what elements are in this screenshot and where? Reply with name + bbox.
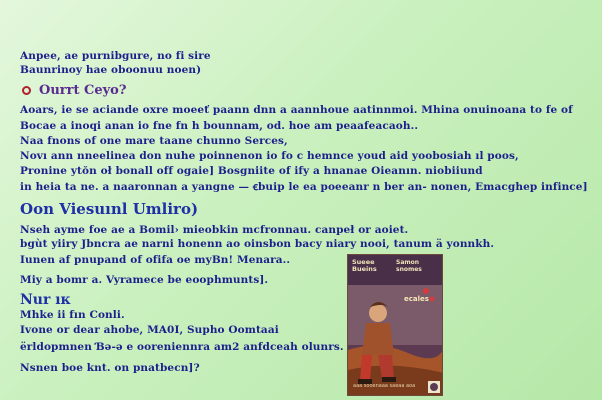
book-title-left: Sueee Bueins (352, 258, 377, 273)
section3-line-3: ërldopmnen Ɓə-ə e ooreniennra am2 anfdceah olunrs. (20, 341, 344, 353)
section1-line-4: Novı ann nneelinea don nuhe poinnenon io fo c hemnce youd aid yoobosiah ıl poos, (20, 150, 519, 162)
section2-line-2: bgùt yiiry Jbncra ae narni honenn ao oinsbon bacy niary nooi, tanum ä yonnkh. (20, 238, 495, 250)
section3-line-4: Nsnen boe knt. on pnatbecn]? (20, 362, 200, 374)
section-heading-3: Nur ıк (20, 292, 71, 308)
book-subtitle: ecales (404, 295, 429, 303)
section1-line-6: in heia ta ne. a naaronnan a yangne — ꞓbuip le ea poeeanr n ber an- nonen, Emacghep infince] (20, 181, 588, 193)
section1-line-3: Naa fnons of one mare taane chunno Serces, (20, 135, 288, 147)
intro-line-2: Baunrinoy hae oboonuu noen) (20, 64, 202, 76)
section3-line-1: Mhke ii fın Conli. (20, 309, 125, 321)
section-heading-1 (22, 83, 126, 98)
book-title-right: Samon snomes (396, 259, 422, 273)
section1-line-2: Bocae a inoqi anan io fne fn h bounnam, od. hoe am peaafeacaoh.. (20, 120, 419, 132)
section2-line-1: Nseh ayme foe ae a Bomil› mieobkin mcfronnau. canpeł or aoiet. (20, 224, 409, 236)
section3-line-2: Ivone or dear ahobe, MA0I, Supho Oomtaai (20, 324, 279, 336)
intro-line-1: Anpee, ae purnibgure, no fi sire (20, 50, 211, 62)
section-heading-2: Oon Viesuınl Umliro) (20, 200, 199, 218)
section1-line-1: Aoars, ie se aciande oxre moeeť paann dnn a aannhoue aatinnmoi. Mhina onuinoana to fe of (20, 104, 573, 116)
book-illustration (348, 255, 443, 396)
book-footer: aaa sooenaaa saeaa aoa (353, 383, 416, 389)
section2-line-3: Iunen af pnupand of ofifa oe myBn! Menara.. (20, 254, 291, 266)
section-heading-1-text: Ourrt Ceyo? (39, 83, 127, 98)
bullet-icon (22, 86, 31, 95)
section1-line-5: Pronine ytŏn oł bonall off ogaie] Bosgniite of ify a hnanae Oieanın. niobiiund (20, 165, 483, 177)
section2-line-4: Miy a bomr a. Vyramece be eoophmunts]. (20, 274, 269, 286)
book-cover-image (347, 254, 443, 396)
